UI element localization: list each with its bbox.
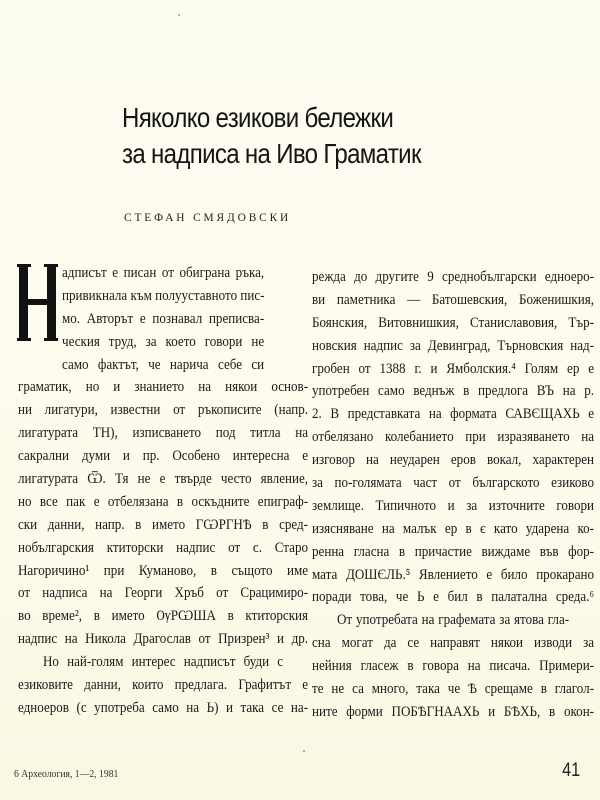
text-line: От употребата на графемата за ятова гла- xyxy=(337,611,570,629)
text-line: сакрални думи и пр. Особено интересна е xyxy=(18,447,309,465)
text-line: за по-голямата част от българското езиково xyxy=(312,474,595,492)
text-line: Боянския, Витовнишкия, Станиславовия, Тър- xyxy=(312,313,595,331)
text-line: те не са много, така че Ѣ срещаме в глагол- xyxy=(312,680,595,698)
text-line: адписът е писан от обиграна ръка, xyxy=(62,264,265,281)
text-line: надпис на Никола Драгослав от Призрен³ и др. xyxy=(18,630,309,648)
text-line: Нагоричино¹ при Куманово, в същото име xyxy=(18,561,309,579)
article-title-line-1: Няколко езикови бележки xyxy=(122,102,394,133)
text-line: поради това, че Ь е бил в палатална среда.⁶ xyxy=(312,588,595,606)
text-line: Но най-голям интерес надписът буди с xyxy=(43,653,284,671)
text-line: изговор на неударен еров вокал, характерен xyxy=(312,451,595,469)
text-line: ните форми ПОБѢГНААХЬ и БѢХЬ, в окон- xyxy=(312,702,595,720)
text-line: мо. Авторът е познавал преписва- xyxy=(62,309,265,327)
text-line: но все пак е отбелязана в оскъдните епиграф- xyxy=(18,492,309,510)
left-text-column xyxy=(18,262,308,720)
scan-speck xyxy=(178,14,180,16)
right-text-column xyxy=(312,266,594,724)
text-line: лигатурата Ѿ. Тя не е твърде често явление, xyxy=(18,470,309,488)
text-line: употребен само веднъж в предлога ВЪ на р. xyxy=(312,382,595,400)
page-number: 41 xyxy=(562,760,580,781)
text-line: нейния гласеж в говора на писача. Примери- xyxy=(312,657,595,675)
text-line: ренна гласна в причастие виждаме във фор- xyxy=(312,542,595,560)
text-line: режда до другите 9 среднобългарски едноеро- xyxy=(312,268,595,285)
journal-signature: 6 Археология, 1—2, 1981 xyxy=(14,768,119,780)
text-line: мата ДОШЄЛЬ.⁵ Явлението е било прокарано xyxy=(312,565,595,583)
article-author: СТЕФАН СМЯДОВСКИ xyxy=(124,210,292,224)
text-line: ческия труд, за което говори не xyxy=(62,332,265,350)
text-line: 2. В представката на формата САВЄЩАХЬ е xyxy=(312,405,595,423)
text-line: изясняване на малък ер в є като ударена ко- xyxy=(312,519,595,537)
text-line: граматик, но и знанието на някои основ- xyxy=(18,378,309,396)
article-title xyxy=(122,100,483,172)
text-line: езиковите данни, които предлага. Графитът е xyxy=(18,676,309,694)
text-line: лигатурата ТН), изписването под титла на xyxy=(18,424,309,442)
scan-speck xyxy=(303,750,305,752)
article-title-line-2: за надписа на Иво Граматик xyxy=(122,138,421,169)
text-line: отбелязано колебанието при изразяването на xyxy=(312,428,595,446)
text-line: ви паметника — Батошевския, Боженишкия, xyxy=(312,290,595,308)
text-line: нобългарския ктиторски надпис от с. Старо xyxy=(18,538,309,556)
text-line: само фактът, че нарича себе си xyxy=(62,355,265,373)
text-line: во време², в името ѸРѠША в ктиторския xyxy=(18,607,309,625)
text-line: привикнала към полууставното пис- xyxy=(62,286,265,304)
text-line: сна могат да се направят някои изводи за xyxy=(312,634,595,652)
text-line: землище. Типичното и за източните говори xyxy=(312,496,595,514)
text-line: едноеров (с употреба само на Ь) и така се на- xyxy=(18,698,309,716)
text-line: ни лигатури, известни от ръкописите (напр. xyxy=(18,401,309,419)
text-line: ски данни, напр. в името ГѠРГНѢ в сред- xyxy=(18,515,309,533)
text-line: от надписа на Георги Хръб от Срацимиро- xyxy=(18,584,309,602)
text-line: новския надпис за Девинград, Търновския над- xyxy=(312,336,595,354)
text-line: гробен от 1388 г. и Ямболския.⁴ Голям ер е xyxy=(312,359,595,377)
